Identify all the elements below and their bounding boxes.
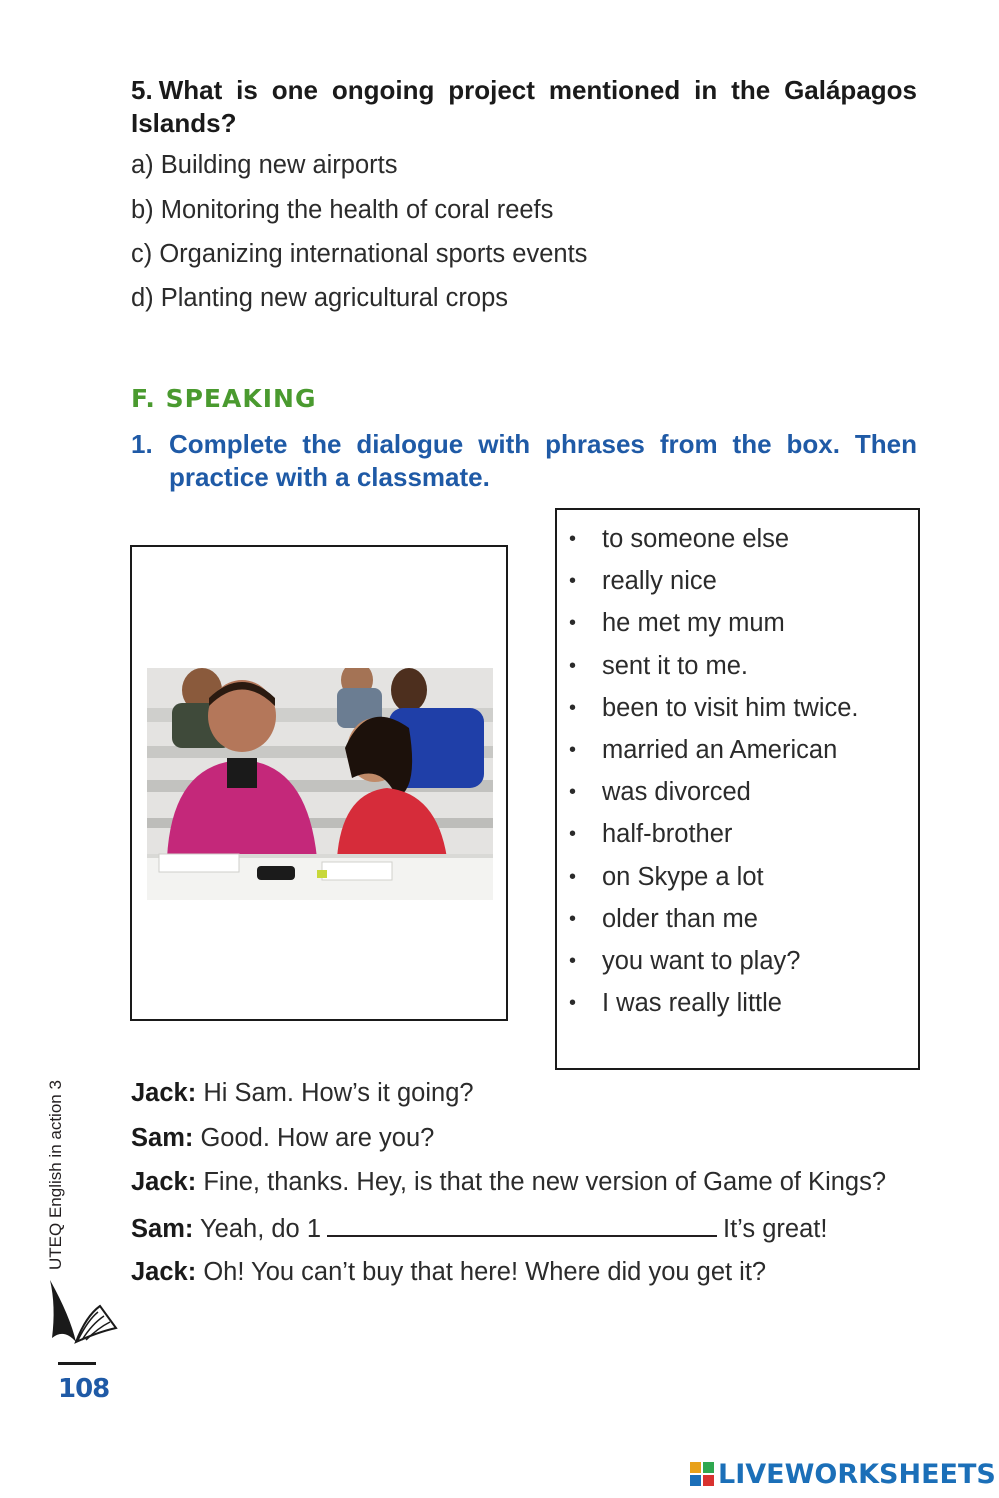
section-title: F. SPEAKING [131,384,317,413]
bullet-icon: • [569,738,577,761]
phrase-item[interactable] [557,902,918,944]
bullet-icon: • [569,992,577,1015]
liveworksheets-brand[interactable] [690,1454,996,1494]
dialogue-text: Fine, thanks. Hey, is that the new version of Game of Kings? [203,1168,887,1196]
dialogue-line [131,1168,886,1197]
phrase-list [557,522,918,1028]
phrase-text: married an American [602,735,838,764]
dialogue-line [131,1213,827,1244]
speaker-name: Sam: [131,1124,194,1152]
bullet-icon: • [569,781,577,804]
phrase-text: he met my mum [602,609,785,638]
liveworksheets-logo-icon [690,1462,714,1486]
speaker-name: Jack: [131,1079,197,1107]
dialogue-text-after: It’s great! [723,1215,828,1243]
dialogue-line [131,1258,766,1287]
phrase-item[interactable] [557,944,918,986]
answer-blank-1[interactable] [327,1213,717,1237]
bullet-icon: • [569,865,577,888]
phrase-text: to someone else [602,525,790,553]
phrase-item[interactable] [557,522,918,564]
bullet-icon: • [569,570,577,593]
speaker-name: Jack: [131,1168,197,1196]
bullet-icon: • [569,949,577,972]
phrase-box [555,508,920,1070]
phrase-text: you want to play? [602,946,801,975]
bullet-icon: • [569,612,577,635]
phrase-item[interactable] [557,564,918,606]
dialogue-text: Good. How are you? [200,1124,435,1152]
phrase-item[interactable] [557,606,918,648]
book-title: UTEQ English in action 3 [46,1080,65,1270]
phrase-text: I was really little [602,989,782,1018]
answer-option-c[interactable]: c) Organizing international sports events [131,240,588,268]
phrase-text: on Skype a lot [602,862,764,891]
dialogue-text: Hi Sam. How’s it going? [203,1079,474,1107]
phrase-text: sent it to me. [602,651,748,680]
dialogue-text: Oh! You can’t buy that here! Where did you get it? [203,1258,767,1286]
open-book-icon [42,1276,120,1348]
answer-option-a[interactable]: a) Building new airports [131,151,398,179]
bullet-icon: • [569,696,577,719]
phrase-text: really nice [602,567,717,596]
phrase-item[interactable] [557,775,918,817]
phrase-item[interactable] [557,817,918,859]
question-title [131,74,917,140]
question-text: What is one ongoing project mentioned in the Galápagos Islands? [131,75,917,138]
phrase-text: half-brother [602,820,733,849]
instruction-text: Complete the dialogue with phrases from the box. Then practice with a classmate. [169,429,917,492]
phrase-text: was divorced [602,778,751,807]
phrase-text: older than me [602,904,758,933]
classroom-photo [147,668,493,900]
bullet-icon: • [569,654,577,677]
question-number: 5. [131,75,153,105]
speaker-name: Jack: [131,1258,197,1286]
instruction-number: 1. [131,429,153,459]
phrase-text: been to visit him twice. [602,693,859,722]
bullet-icon: • [569,907,577,930]
bullet-icon: • [569,823,577,846]
photo-frame [130,545,508,1021]
phrase-item[interactable] [557,649,918,691]
answer-option-d[interactable]: d) Planting new agricultural crops [131,284,509,312]
phrase-item[interactable] [557,733,918,775]
bullet-icon: • [569,528,577,550]
dialogue-text: Yeah, do 1 [199,1215,321,1243]
brand-text: LIVEWORKSHEETS [718,1458,996,1490]
dialogue-line [131,1079,474,1108]
phrase-item[interactable] [557,691,918,733]
dialogue-line [131,1124,434,1153]
instruction [131,428,917,494]
answer-option-b[interactable]: b) Monitoring the health of coral reefs [131,196,554,224]
speaker-name: Sam: [131,1215,194,1243]
page-rule [58,1362,96,1365]
phrase-item[interactable] [557,860,918,902]
phrase-item[interactable] [557,986,918,1028]
page-number: 108 [58,1374,110,1404]
